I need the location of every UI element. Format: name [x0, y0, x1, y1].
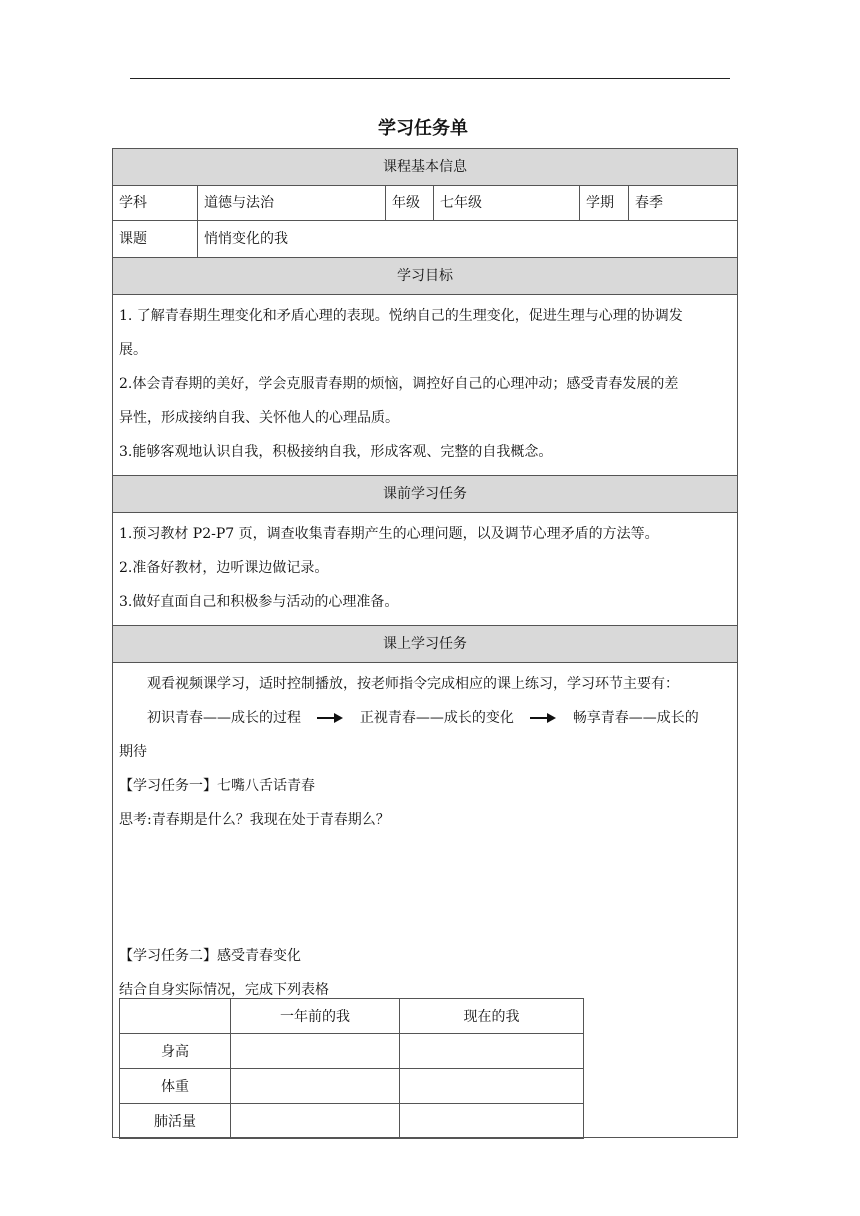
table-row	[120, 1104, 584, 1139]
objective-line: 2.体会青春期的美好，学会克服青春期的烦恼，调控好自己的心理冲动；感受青春发展的差	[119, 376, 679, 392]
topic-row	[113, 221, 737, 258]
table-header-cell: 一年前的我	[231, 999, 400, 1034]
topic-label: 课题	[113, 221, 198, 257]
preclass-header: 课前学习任务	[113, 476, 737, 513]
row-label: 肺活量	[120, 1104, 231, 1139]
arrow-right-icon	[317, 713, 343, 723]
flow-step-3: 畅享青春——成长的	[572, 710, 699, 726]
table-row	[120, 1034, 584, 1069]
preclass-item: 1.预习教材 P2-P7 页，调查收集青春期产生的心理问题，以及调节心理矛盾的方法等。	[119, 526, 659, 542]
inclass-header: 课上学习任务	[113, 626, 737, 663]
objectives-header: 学习目标	[113, 258, 737, 295]
task1-title: 【学习任务一】七嘴八舌话青春	[119, 778, 315, 794]
task-sheet	[112, 148, 738, 1138]
basic-info-row	[113, 186, 737, 221]
objective-line: 展。	[119, 342, 147, 358]
basic-info-header: 课程基本信息	[113, 149, 737, 186]
preclass-item: 3.做好直面自己和积极参与活动的心理准备。	[119, 594, 399, 610]
subject-label: 学科	[113, 186, 198, 220]
change-table	[119, 998, 584, 1139]
term-label: 学期	[580, 186, 629, 220]
objectives-body	[113, 295, 737, 476]
input-cell[interactable]	[231, 1069, 400, 1104]
input-cell[interactable]	[400, 1104, 584, 1139]
task1-question: 思考:青春期是什么？我现在处于青春期么？	[119, 812, 390, 828]
objective-line: 1. 了解青春期生理变化和矛盾心理的表现。悦纳自己的生理变化，促进生理与心理的协调发	[119, 308, 683, 324]
learning-flow	[119, 701, 731, 735]
input-cell[interactable]	[231, 1034, 400, 1069]
topic-value: 悄悄变化的我	[204, 231, 288, 247]
objective-line: 异性，形成接纳自我、关怀他人的心理品质。	[119, 410, 399, 426]
flow-step-1: 初识青春——成长的过程	[147, 710, 301, 726]
preclass-item: 2.准备好教材，边听课边做记录。	[119, 560, 329, 576]
input-cell[interactable]	[400, 1034, 584, 1069]
row-label: 体重	[120, 1069, 231, 1104]
grade-label: 年级	[386, 186, 434, 220]
row-label: 身高	[120, 1034, 231, 1069]
task2-title: 【学习任务二】感受青春变化	[119, 948, 301, 964]
header-rule	[130, 78, 730, 79]
table-header-cell: 现在的我	[400, 999, 584, 1034]
document-title: 学习任务单	[378, 118, 468, 139]
table-row	[120, 1069, 584, 1104]
table-header-row	[120, 999, 584, 1034]
grade-value: 七年级	[434, 186, 580, 220]
table-header-cell	[120, 999, 231, 1034]
arrow-right-icon	[530, 713, 556, 723]
inclass-body	[113, 663, 737, 1137]
input-cell[interactable]	[231, 1104, 400, 1139]
objective-line: 3.能够客观地认识自我，积极接纳自我，形成客观、完整的自我概念。	[119, 444, 553, 460]
inclass-intro: 观看视频课学习，适时控制播放，按老师指令完成相应的课上练习，学习环节主要有：	[147, 676, 679, 692]
preclass-body	[113, 513, 737, 626]
input-cell[interactable]	[400, 1069, 584, 1104]
flow-step-3-tail: 期待	[119, 744, 147, 760]
term-value: 春季	[635, 195, 663, 211]
task2-instruction: 结合自身实际情况，完成下列表格	[119, 982, 329, 998]
subject-value: 道德与法治	[198, 186, 386, 220]
flow-step-2: 正视青春——成长的变化	[359, 710, 514, 726]
